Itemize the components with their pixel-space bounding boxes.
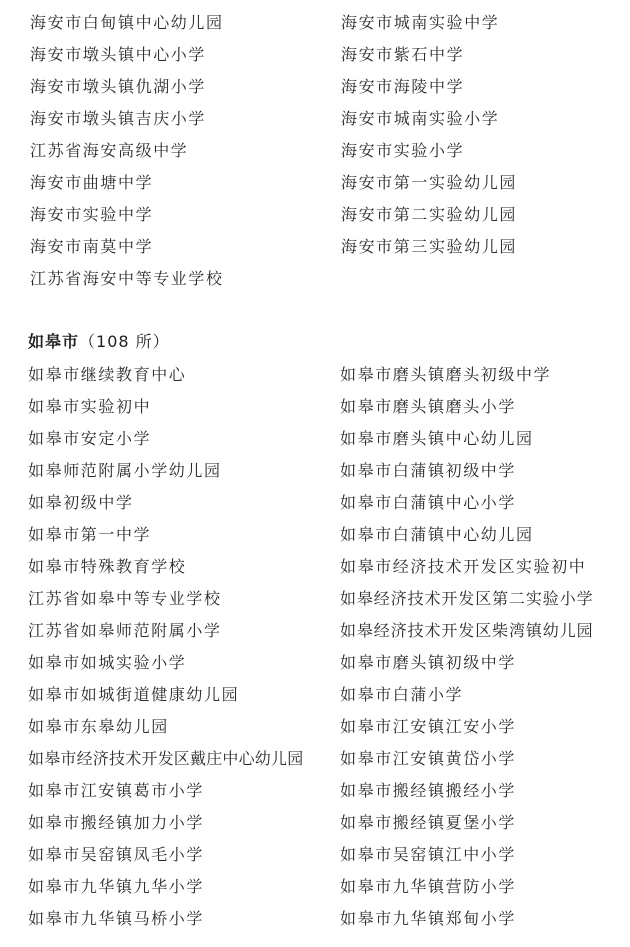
school-list-item: 海安市海陵中学 xyxy=(341,77,465,96)
school-list-item: 如皋经济技术开发区柴湾镇幼儿园 xyxy=(340,621,594,640)
school-list-item: 海安市城南实验小学 xyxy=(341,109,500,128)
rugao-schools-left-column xyxy=(28,359,303,935)
haian-schools-right-column xyxy=(341,7,517,263)
rugao-heading-count: （108 所） xyxy=(79,332,170,351)
school-list-item: 如皋市九华镇郑甸小学 xyxy=(340,909,517,928)
school-list-item: 如皋市经济技术开发区实验初中 xyxy=(340,557,587,576)
school-list-item: 如皋市如城实验小学 xyxy=(28,653,187,672)
school-list-item: 如皋市搬经镇夏堡小学 xyxy=(340,813,517,832)
school-list-item: 如皋市特殊教育学校 xyxy=(28,557,187,576)
school-list-item: 如皋师范附属小学幼儿园 xyxy=(28,461,222,480)
school-list-item: 如皋市江安镇葛市小学 xyxy=(28,781,205,800)
school-list-item: 如皋市白蒲镇初级中学 xyxy=(340,461,517,480)
school-list-item: 江苏省海安中等专业学校 xyxy=(30,269,224,288)
school-list-item: 如皋市搬经镇加力小学 xyxy=(28,813,205,832)
school-list-item: 海安市实验中学 xyxy=(30,205,154,224)
school-list-item: 海安市紫石中学 xyxy=(341,45,465,64)
school-list-item: 海安市曲塘中学 xyxy=(30,173,154,192)
school-list-item: 如皋市经济技术开发区戴庄中心幼儿园 xyxy=(28,749,304,768)
school-list-item: 如皋市继续教育中心 xyxy=(28,365,187,384)
school-list-item: 如皋初级中学 xyxy=(28,493,134,512)
school-list-item: 如皋市磨头镇磨头小学 xyxy=(340,397,517,416)
school-list-item: 如皋市搬经镇搬经小学 xyxy=(340,781,517,800)
school-list-item: 海安市第一实验幼儿园 xyxy=(341,173,518,192)
school-list-item: 海安市第二实验幼儿园 xyxy=(341,205,518,224)
rugao-heading-title: 如皋市 xyxy=(28,332,80,351)
school-list-item: 如皋市江安镇黄岱小学 xyxy=(340,749,517,768)
school-list-item: 如皋市安定小学 xyxy=(28,429,152,448)
school-list-item: 如皋市白蒲镇中心幼儿园 xyxy=(340,525,534,544)
school-list-item: 如皋市江安镇江安小学 xyxy=(340,717,517,736)
school-list-item: 江苏省如皋中等专业学校 xyxy=(28,589,222,608)
school-list-item: 如皋市白蒲镇中心小学 xyxy=(340,493,517,512)
school-list-item: 如皋市磨头镇中心幼儿园 xyxy=(340,429,534,448)
school-list-item: 如皋市吴窑镇凤毛小学 xyxy=(28,845,205,864)
school-list-item: 如皋市如城街道健康幼儿园 xyxy=(28,685,240,704)
school-list-item: 如皋市第一中学 xyxy=(28,525,152,544)
school-list-item: 海安市墩头镇吉庆小学 xyxy=(30,109,207,128)
school-list-item: 海安市南莫中学 xyxy=(30,237,154,256)
school-list-item: 如皋市东皋幼儿园 xyxy=(28,717,169,736)
school-list-item: 海安市墩头镇中心小学 xyxy=(30,45,207,64)
school-list-item: 海安市墩头镇仇湖小学 xyxy=(30,77,207,96)
school-list-item: 如皋经济技术开发区第二实验小学 xyxy=(340,589,594,608)
school-list-item: 如皋市实验初中 xyxy=(28,397,152,416)
school-list-item: 如皋市九华镇营防小学 xyxy=(340,877,517,896)
school-list-item: 江苏省如皋师范附属小学 xyxy=(28,621,222,640)
rugao-schools-right-column xyxy=(340,359,594,935)
haian-schools-left-column xyxy=(30,7,224,295)
school-list-item: 如皋市白蒲小学 xyxy=(340,685,464,704)
school-list-item: 海安市第三实验幼儿园 xyxy=(341,237,518,256)
school-list-item: 海安市城南实验中学 xyxy=(341,13,500,32)
school-list-item: 如皋市九华镇马桥小学 xyxy=(28,909,205,928)
school-list-item: 江苏省海安高级中学 xyxy=(30,141,189,160)
school-list-item: 海安市白甸镇中心幼儿园 xyxy=(30,13,224,32)
rugao-section-heading xyxy=(28,328,170,356)
school-list-item: 海安市实验小学 xyxy=(341,141,465,160)
school-list-item: 如皋市吴窑镇江中小学 xyxy=(340,845,517,864)
school-list-item: 如皋市九华镇九华小学 xyxy=(28,877,205,896)
school-list-item: 如皋市磨头镇初级中学 xyxy=(340,653,517,672)
school-list-item: 如皋市磨头镇磨头初级中学 xyxy=(340,365,552,384)
